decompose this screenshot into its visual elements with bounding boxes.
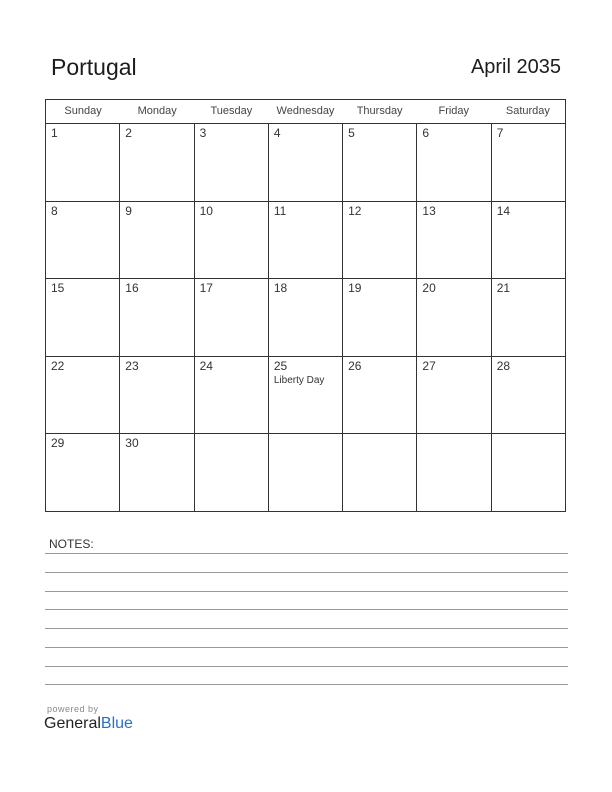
weekday-header: Saturday — [505, 105, 550, 117]
day-number: 16 — [125, 281, 139, 296]
day-cell — [195, 279, 269, 356]
weeks-container — [46, 124, 565, 512]
week-row — [46, 357, 565, 435]
day-cell — [195, 357, 269, 434]
day-cell — [46, 279, 120, 356]
day-cell — [269, 279, 343, 356]
week-row — [46, 434, 565, 512]
day-number: 26 — [348, 358, 362, 373]
day-number: 7 — [496, 126, 504, 140]
day-number: 13 — [422, 203, 436, 218]
day-cell — [343, 124, 417, 201]
day-number: 9 — [125, 203, 132, 218]
day-cell — [120, 124, 194, 201]
note-line — [45, 647, 568, 648]
day-cell — [343, 357, 417, 434]
day-cell — [195, 202, 269, 279]
empty-day-cell — [343, 434, 417, 512]
note-line — [45, 591, 568, 592]
day-number: 20 — [422, 281, 436, 296]
weekday-header: Friday — [438, 105, 470, 117]
week-row — [46, 279, 565, 357]
day-cell — [46, 202, 120, 279]
day-number: 28 — [496, 358, 511, 373]
brand-general: General — [44, 715, 101, 732]
brand-logo — [44, 704, 133, 733]
day-cell — [269, 124, 343, 201]
day-cell — [417, 202, 491, 279]
day-number: 29 — [51, 436, 65, 451]
day-cell — [343, 279, 417, 356]
day-number: 12 — [348, 203, 362, 218]
weekday-header: Sunday — [64, 105, 102, 117]
weekday-header: Thursday — [356, 105, 403, 117]
note-line — [45, 684, 568, 685]
holiday-label: Liberty Day — [273, 374, 325, 386]
day-number: 22 — [51, 358, 65, 373]
day-number: 24 — [199, 358, 213, 373]
notes-label: NOTES: — [49, 537, 94, 551]
day-cell — [120, 279, 194, 356]
day-number: 21 — [496, 281, 511, 296]
powered-by-text: powered by — [47, 704, 99, 714]
day-number: 2 — [125, 126, 132, 140]
brand-name — [44, 715, 133, 733]
day-cell — [417, 357, 491, 434]
day-cell — [269, 202, 343, 279]
day-number: 14 — [496, 203, 511, 218]
day-cell — [343, 202, 417, 279]
empty-day-cell — [269, 434, 343, 512]
note-line — [45, 553, 568, 554]
day-number: 19 — [348, 281, 362, 296]
day-cell — [120, 434, 194, 512]
day-number: 17 — [199, 281, 213, 296]
day-cell — [120, 202, 194, 279]
weekday-header: Monday — [137, 105, 177, 117]
note-line — [45, 609, 568, 610]
note-line — [45, 628, 568, 629]
weekday-header-row — [46, 100, 565, 124]
day-number: 8 — [51, 203, 58, 218]
month-year-title: April 2035 — [470, 56, 561, 78]
day-cell — [46, 124, 120, 201]
empty-day-cell — [195, 434, 269, 512]
day-number: 30 — [125, 436, 139, 451]
empty-day-cell — [492, 434, 565, 512]
day-number: 1 — [51, 126, 58, 140]
weekday-header: Wednesday — [276, 105, 335, 117]
note-line — [45, 666, 568, 667]
day-number: 5 — [348, 126, 355, 140]
day-cell — [417, 279, 491, 356]
day-number: 23 — [125, 358, 139, 373]
day-number: 11 — [273, 203, 287, 218]
day-number: 3 — [199, 126, 207, 140]
day-cell — [120, 357, 194, 434]
day-number: 10 — [199, 203, 213, 218]
week-row — [46, 124, 565, 202]
calendar-grid — [45, 99, 566, 512]
day-number: 25 — [273, 358, 288, 373]
day-cell — [269, 357, 343, 434]
note-line — [45, 572, 568, 573]
day-number: 18 — [273, 281, 288, 296]
day-cell — [492, 202, 565, 279]
brand-blue: Blue — [100, 715, 133, 732]
day-cell — [46, 434, 120, 512]
country-title: Portugal — [51, 54, 137, 80]
day-number: 15 — [51, 281, 65, 296]
empty-day-cell — [417, 434, 491, 512]
day-number: 6 — [422, 126, 430, 140]
day-cell — [195, 124, 269, 201]
day-cell — [492, 124, 565, 201]
day-cell — [492, 357, 565, 434]
day-cell — [417, 124, 491, 201]
day-cell — [46, 357, 120, 434]
week-row — [46, 202, 565, 280]
day-cell — [492, 279, 565, 356]
weekday-header: Tuesday — [210, 105, 253, 117]
day-number: 4 — [273, 126, 281, 140]
day-number: 27 — [422, 358, 436, 373]
